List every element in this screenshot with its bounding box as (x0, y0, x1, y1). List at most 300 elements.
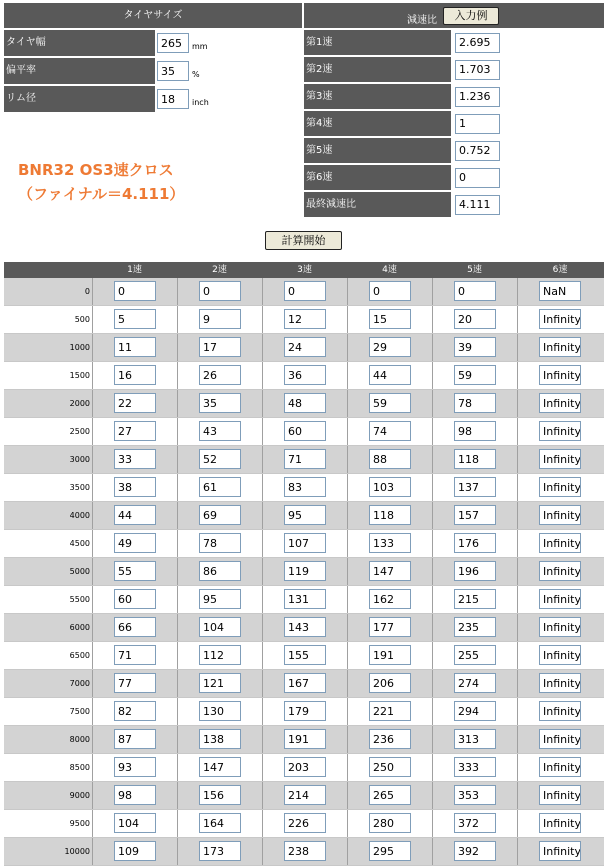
table-cell (262, 558, 347, 585)
speed-value-input[interactable] (539, 785, 581, 805)
table-cell (347, 670, 432, 697)
table-cell (177, 754, 262, 781)
table-cell (92, 782, 177, 809)
speed-value-input[interactable] (454, 309, 496, 329)
gear-ratio-input[interactable] (455, 114, 500, 134)
speed-value-input[interactable] (199, 337, 241, 357)
speed-value-input[interactable] (199, 701, 241, 721)
rpm-label: 4000 (69, 511, 90, 520)
table-cell (432, 530, 517, 557)
table-cell (177, 838, 262, 865)
table-cell (347, 558, 432, 585)
table-row (4, 474, 604, 502)
table-row (4, 698, 604, 726)
speed-value-input[interactable] (199, 533, 241, 553)
table-cell (177, 782, 262, 809)
table-cell (432, 502, 517, 529)
table-cell (347, 642, 432, 669)
speed-value-input[interactable] (454, 393, 496, 413)
speed-value-input[interactable] (284, 757, 326, 777)
speed-value-input[interactable] (114, 561, 156, 581)
table-cell (177, 698, 262, 725)
gear-ratio-input[interactable] (455, 141, 500, 161)
speed-value-input[interactable] (539, 729, 581, 749)
table-cell (262, 362, 347, 389)
speed-value-input[interactable] (369, 757, 411, 777)
speed-value-input[interactable] (539, 589, 581, 609)
table-cell (517, 698, 603, 725)
speed-value-input[interactable] (369, 365, 411, 385)
speed-value-input[interactable] (284, 589, 326, 609)
table-cell (92, 838, 177, 865)
speed-value-input[interactable] (539, 393, 581, 413)
table-cell (347, 698, 432, 725)
rim-diameter-input[interactable] (157, 89, 189, 109)
table-cell (177, 586, 262, 613)
table-cell (347, 782, 432, 809)
table-cell (177, 390, 262, 417)
table-cell (432, 474, 517, 501)
table-row (4, 670, 604, 698)
gear-ratio-label: 第3速 (304, 84, 451, 109)
speed-value-input[interactable] (454, 785, 496, 805)
table-row (4, 418, 604, 446)
table-cell (92, 670, 177, 697)
table-cell (262, 838, 347, 865)
table-cell (432, 418, 517, 445)
gear-column-header: 3速 (297, 265, 312, 275)
speed-value-input[interactable] (454, 589, 496, 609)
speed-table-header (4, 262, 604, 278)
speed-value-input[interactable] (539, 309, 581, 329)
table-row (4, 390, 604, 418)
rpm-label: 9500 (69, 819, 90, 828)
speed-value-input[interactable] (539, 813, 581, 833)
table-cell (347, 614, 432, 641)
speed-value-input[interactable] (114, 729, 156, 749)
table-cell (262, 782, 347, 809)
speed-value-input[interactable] (199, 477, 241, 497)
table-cell (177, 418, 262, 445)
aspect-ratio-input[interactable] (157, 61, 189, 81)
speed-value-input[interactable] (284, 477, 326, 497)
table-cell (432, 278, 517, 305)
speed-value-input[interactable] (454, 477, 496, 497)
table-cell (177, 362, 262, 389)
speed-value-input[interactable] (199, 393, 241, 413)
tire-size-header: タイヤサイズ (4, 3, 302, 28)
speed-value-input[interactable] (284, 785, 326, 805)
speed-value-input[interactable] (284, 365, 326, 385)
speed-value-input[interactable] (369, 701, 411, 721)
table-cell (517, 530, 603, 557)
gear-ratio-header (304, 3, 604, 28)
speed-value-input[interactable] (199, 281, 241, 301)
speed-value-input[interactable] (284, 281, 326, 301)
speed-value-input[interactable] (539, 757, 581, 777)
speed-value-input[interactable] (369, 533, 411, 553)
speed-value-input[interactable] (369, 477, 411, 497)
gear-column-header: 2速 (212, 265, 227, 275)
table-cell (262, 754, 347, 781)
speed-value-input[interactable] (199, 449, 241, 469)
gear-column-header: 6速 (552, 265, 568, 275)
gear-ratio-label: 第6速 (304, 165, 451, 190)
speed-value-input[interactable] (199, 757, 241, 777)
speed-value-input[interactable] (539, 505, 581, 525)
table-cell (92, 334, 177, 361)
speed-value-input[interactable] (199, 309, 241, 329)
rpm-label: 8500 (69, 763, 90, 772)
table-cell (347, 334, 432, 361)
speed-value-input[interactable] (369, 673, 411, 693)
speed-value-input[interactable] (369, 841, 411, 861)
gear-ratio-label: 第4速 (304, 111, 451, 136)
table-cell (432, 698, 517, 725)
rpm-label: 5500 (69, 595, 90, 604)
speed-value-input[interactable] (369, 729, 411, 749)
gear-ratio-label: 第2速 (304, 57, 451, 82)
table-row (4, 614, 604, 642)
table-row (4, 334, 604, 362)
speed-value-input[interactable] (199, 673, 241, 693)
speed-value-input[interactable] (114, 841, 156, 861)
table-cell (517, 838, 603, 865)
speed-value-input[interactable] (284, 393, 326, 413)
table-row (4, 558, 604, 586)
speed-value-input[interactable] (454, 505, 496, 525)
gear-ratio-rows (304, 30, 604, 217)
speed-value-input[interactable] (369, 561, 411, 581)
speed-value-input[interactable] (114, 449, 156, 469)
speed-value-input[interactable] (114, 673, 156, 693)
table-cell (177, 446, 262, 473)
table-cell (432, 670, 517, 697)
rpm-label: 4500 (69, 539, 90, 548)
table-cell (92, 642, 177, 669)
speed-value-input[interactable] (284, 701, 326, 721)
table-cell (92, 558, 177, 585)
table-cell (262, 502, 347, 529)
speed-value-input[interactable] (369, 337, 411, 357)
table-cell (517, 362, 603, 389)
gear-ratio-input[interactable] (455, 87, 500, 107)
gear-ratio-header-label: 減速比 (407, 15, 437, 26)
gear-ratio-label: 第5速 (304, 138, 451, 163)
table-cell (517, 810, 603, 837)
speed-value-input[interactable] (369, 589, 411, 609)
speed-value-input[interactable] (114, 421, 156, 441)
speed-value-input[interactable] (114, 477, 156, 497)
table-cell (432, 446, 517, 473)
speed-value-input[interactable] (454, 841, 496, 861)
speed-value-input[interactable] (284, 673, 326, 693)
gear-ratio-input[interactable] (455, 33, 500, 53)
speed-value-input[interactable] (539, 701, 581, 721)
table-cell (92, 530, 177, 557)
car-note-line2: （ファイナル＝4.111） (18, 185, 185, 203)
speed-value-input[interactable] (284, 617, 326, 637)
speed-value-input[interactable] (199, 645, 241, 665)
table-cell (92, 586, 177, 613)
table-cell (177, 614, 262, 641)
table-cell (177, 670, 262, 697)
gear-column-header: 5速 (467, 265, 482, 275)
speed-value-input[interactable] (539, 477, 581, 497)
table-cell (347, 810, 432, 837)
gear-column-header: 1速 (127, 265, 142, 275)
speed-value-input[interactable] (539, 673, 581, 693)
gear-ratio-row (304, 30, 604, 55)
speed-value-input[interactable] (114, 505, 156, 525)
gear-ratio-row (304, 57, 604, 82)
gear-ratio-label: 第1速 (304, 30, 451, 55)
speed-value-input[interactable] (114, 617, 156, 637)
table-cell (262, 726, 347, 753)
speed-value-input[interactable] (539, 421, 581, 441)
table-cell (517, 474, 603, 501)
car-note (18, 158, 184, 206)
rpm-label: 7000 (69, 679, 90, 688)
speed-value-input[interactable] (199, 421, 241, 441)
table-cell (262, 642, 347, 669)
table-cell (347, 306, 432, 333)
table-cell (177, 530, 262, 557)
speed-value-input[interactable] (114, 645, 156, 665)
speed-value-input[interactable] (114, 337, 156, 357)
table-cell (347, 390, 432, 417)
table-cell (262, 418, 347, 445)
table-cell (432, 558, 517, 585)
speed-value-input[interactable] (539, 337, 581, 357)
speed-value-input[interactable] (454, 701, 496, 721)
speed-value-input[interactable] (199, 729, 241, 749)
table-cell (517, 726, 603, 753)
table-cell (432, 642, 517, 669)
table-cell (347, 278, 432, 305)
gear-ratio-input[interactable] (455, 195, 500, 215)
table-cell (432, 306, 517, 333)
speed-value-input[interactable] (199, 841, 241, 861)
speed-value-input[interactable] (539, 449, 581, 469)
table-cell (92, 446, 177, 473)
gear-ratio-row (304, 111, 604, 136)
speed-value-input[interactable] (114, 757, 156, 777)
speed-value-input[interactable] (454, 337, 496, 357)
table-row (4, 586, 604, 614)
rpm-label: 3500 (69, 483, 90, 492)
speed-value-input[interactable] (454, 421, 496, 441)
table-cell (347, 726, 432, 753)
table-row (4, 362, 604, 390)
tire-width-unit: mm (192, 41, 208, 51)
table-cell (432, 838, 517, 865)
speed-value-input[interactable] (284, 337, 326, 357)
rpm-label: 6000 (69, 623, 90, 632)
table-row (4, 278, 604, 306)
table-cell (92, 698, 177, 725)
table-cell (347, 418, 432, 445)
table-cell (517, 642, 603, 669)
speed-value-input[interactable] (539, 617, 581, 637)
table-row (4, 726, 604, 754)
rim-diameter-unit: inch (192, 97, 209, 107)
speed-table (4, 262, 604, 866)
gear-ratio-input[interactable] (455, 60, 500, 80)
speed-value-input[interactable] (199, 617, 241, 637)
speed-value-input[interactable] (114, 785, 156, 805)
tire-size-panel (4, 3, 302, 112)
speed-value-input[interactable] (454, 673, 496, 693)
table-cell (92, 474, 177, 501)
calculate-button[interactable]: 計算開始 (265, 231, 342, 250)
table-cell (517, 586, 603, 613)
speed-value-input[interactable] (539, 533, 581, 553)
speed-value-input[interactable] (284, 505, 326, 525)
table-cell (432, 726, 517, 753)
speed-value-input[interactable] (284, 561, 326, 581)
speed-value-input[interactable] (539, 281, 581, 301)
speed-value-input[interactable] (199, 505, 241, 525)
speed-value-input[interactable] (369, 785, 411, 805)
table-cell (347, 362, 432, 389)
speed-value-input[interactable] (284, 533, 326, 553)
speed-value-input[interactable] (284, 729, 326, 749)
table-cell (177, 278, 262, 305)
table-cell (347, 530, 432, 557)
table-cell (517, 418, 603, 445)
table-cell (92, 754, 177, 781)
car-note-line1: BNR32 OS3速クロス (18, 161, 174, 179)
table-cell (347, 502, 432, 529)
rpm-label: 1500 (69, 371, 90, 380)
table-cell (262, 698, 347, 725)
table-cell (262, 586, 347, 613)
speed-value-input[interactable] (284, 841, 326, 861)
speed-value-input[interactable] (369, 449, 411, 469)
speed-value-input[interactable] (454, 729, 496, 749)
table-cell (92, 390, 177, 417)
tire-width-label: タイヤ幅 (4, 30, 155, 56)
speed-value-input[interactable] (369, 309, 411, 329)
table-cell (92, 502, 177, 529)
speed-value-input[interactable] (284, 813, 326, 833)
speed-value-input[interactable] (369, 645, 411, 665)
table-cell (432, 754, 517, 781)
speed-value-input[interactable] (114, 393, 156, 413)
speed-value-input[interactable] (199, 813, 241, 833)
speed-value-input[interactable] (369, 505, 411, 525)
speed-value-input[interactable] (199, 785, 241, 805)
speed-value-input[interactable] (284, 309, 326, 329)
speed-value-input[interactable] (114, 701, 156, 721)
table-cell (517, 558, 603, 585)
speed-value-input[interactable] (114, 365, 156, 385)
table-cell (92, 810, 177, 837)
speed-value-input[interactable] (369, 393, 411, 413)
table-cell (262, 810, 347, 837)
speed-value-input[interactable] (114, 813, 156, 833)
speed-value-input[interactable] (454, 645, 496, 665)
speed-value-input[interactable] (114, 281, 156, 301)
speed-value-input[interactable] (539, 841, 581, 861)
gear-ratio-row (304, 138, 604, 163)
rpm-label: 5000 (69, 567, 90, 576)
speed-value-input[interactable] (454, 561, 496, 581)
table-row (4, 754, 604, 782)
table-cell (262, 306, 347, 333)
speed-value-input[interactable] (284, 421, 326, 441)
speed-value-input[interactable] (284, 449, 326, 469)
speed-value-input[interactable] (199, 561, 241, 581)
tire-width-row (4, 30, 302, 56)
table-row (4, 530, 604, 558)
speed-value-input[interactable] (369, 421, 411, 441)
table-row (4, 810, 604, 838)
speed-value-input[interactable] (369, 281, 411, 301)
table-cell (432, 334, 517, 361)
table-cell (432, 362, 517, 389)
table-cell (517, 446, 603, 473)
speed-value-input[interactable] (284, 645, 326, 665)
speed-value-input[interactable] (454, 813, 496, 833)
table-cell (262, 446, 347, 473)
table-row (4, 642, 604, 670)
rim-diameter-row (4, 86, 302, 112)
speed-value-input[interactable] (539, 365, 581, 385)
speed-value-input[interactable] (114, 533, 156, 553)
table-cell (517, 278, 603, 305)
rim-diameter-label: リム径 (4, 86, 155, 112)
speed-value-input[interactable] (454, 757, 496, 777)
speed-value-input[interactable] (454, 365, 496, 385)
table-row (4, 782, 604, 810)
tire-width-input[interactable] (157, 33, 189, 53)
table-cell (517, 754, 603, 781)
speed-value-input[interactable] (199, 365, 241, 385)
table-cell (347, 838, 432, 865)
example-input-button[interactable]: 入力例 (443, 7, 499, 25)
speed-value-input[interactable] (539, 561, 581, 581)
speed-value-input[interactable] (369, 813, 411, 833)
table-cell (92, 418, 177, 445)
table-cell (177, 558, 262, 585)
rpm-label: 8000 (69, 735, 90, 744)
table-cell (517, 614, 603, 641)
speed-value-input[interactable] (114, 589, 156, 609)
gear-ratio-input[interactable] (455, 168, 500, 188)
rpm-label: 9000 (69, 791, 90, 800)
table-cell (432, 614, 517, 641)
speed-table-body (4, 278, 604, 866)
table-cell (262, 334, 347, 361)
speed-value-input[interactable] (114, 309, 156, 329)
speed-value-input[interactable] (539, 645, 581, 665)
speed-value-input[interactable] (369, 617, 411, 637)
table-cell (92, 614, 177, 641)
speed-value-input[interactable] (454, 533, 496, 553)
table-cell (262, 670, 347, 697)
table-cell (262, 614, 347, 641)
speed-value-input[interactable] (199, 589, 241, 609)
table-row (4, 502, 604, 530)
table-cell (177, 810, 262, 837)
table-cell (517, 670, 603, 697)
speed-value-input[interactable] (454, 617, 496, 637)
table-cell (347, 474, 432, 501)
speed-value-input[interactable] (454, 449, 496, 469)
speed-value-input[interactable] (454, 281, 496, 301)
